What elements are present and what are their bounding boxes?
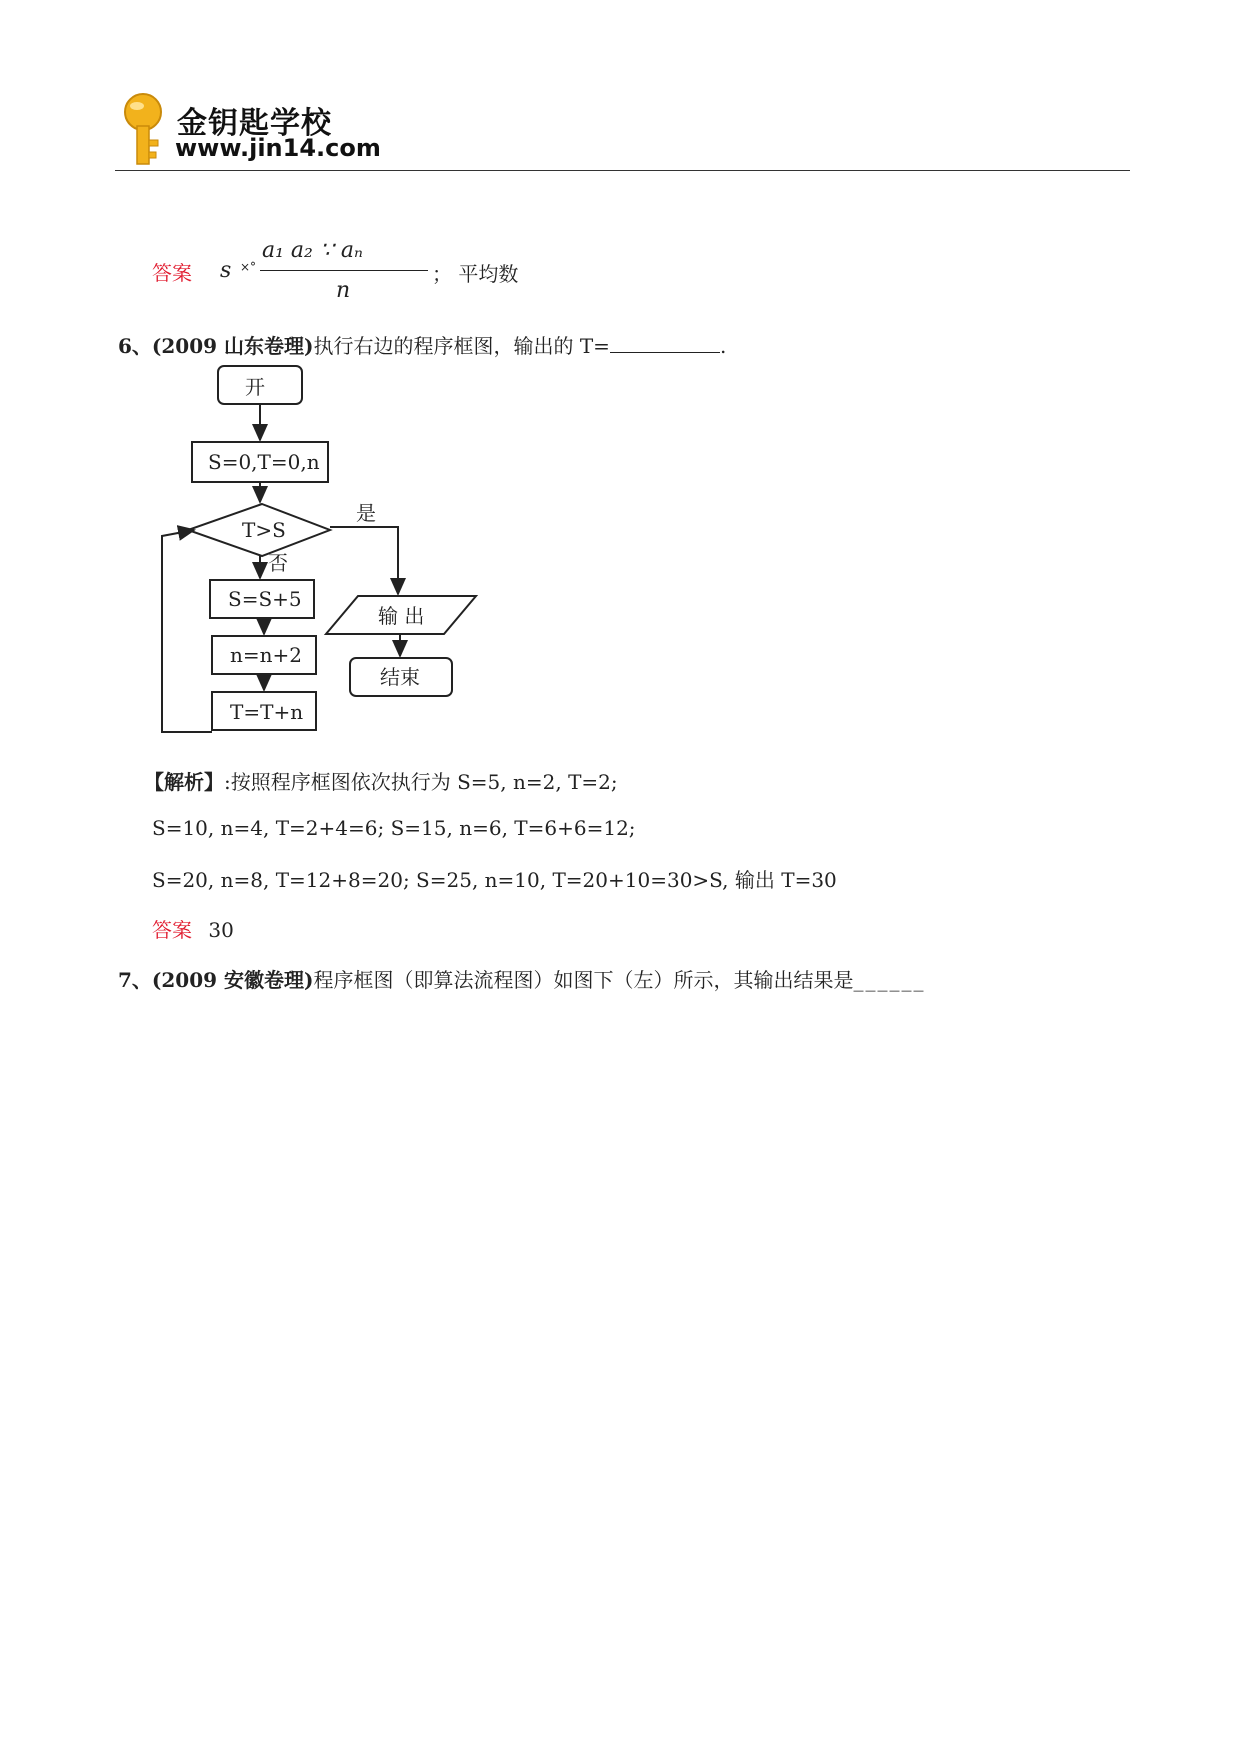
answer-2 (152, 914, 234, 943)
formula-s: s (220, 258, 232, 283)
formula-numerator: a₁ a₂ ∵ aₙ (262, 238, 363, 263)
golden-key-icon (119, 92, 171, 168)
step1-label: S=S+5 (228, 587, 302, 611)
output-label: 输 出 (378, 604, 425, 628)
q7-text: 程序框图（即算法流程图）如图下（左）所示，其输出结果是 (313, 968, 854, 992)
q7-number: 7、 (118, 968, 152, 992)
no-label: 否 (268, 551, 288, 575)
answer-label: 答案 (152, 261, 192, 285)
question-6 (118, 330, 726, 359)
step2-label: n=n+2 (230, 643, 303, 667)
analysis-line-2: S=10, n=4, T=2+4=6; S=15, n=6, T=6+6=12; (152, 816, 636, 840)
yes-label: 是 (356, 501, 376, 525)
answer-2-value: 30 (208, 918, 234, 942)
step3-label: T=T+n (230, 700, 304, 724)
start-label: 开 (245, 375, 265, 399)
q6-blank (610, 334, 720, 353)
q7-source: (2009 安徽卷理) (151, 968, 314, 992)
mean-formula (220, 238, 519, 308)
formula-eq: ×° (240, 260, 257, 274)
arrow-loop-back (162, 530, 212, 732)
condition-label: T>S (242, 518, 286, 542)
site-url: www.jin14.com (175, 134, 381, 162)
flowchart (150, 360, 500, 760)
question-7 (118, 964, 925, 993)
end-label: 结束 (380, 665, 420, 689)
header-divider (115, 170, 1130, 171)
analysis-line-1 (144, 766, 618, 795)
q6-end: . (719, 334, 727, 358)
init-label: S=0,T=0,n (208, 450, 320, 474)
q6-source: (2009 山东卷理) (151, 334, 314, 358)
answer-2-label: 答案 (152, 918, 192, 942)
brand-name: 金钥匙学校 (177, 106, 332, 141)
formula-denominator: n (336, 278, 351, 303)
q6-text: 执行右边的程序框图，输出的 T= (313, 334, 610, 358)
analysis-text-1: :按照程序框图依次执行为 S=5, n=2, T=2; (224, 770, 618, 794)
analysis-line-3: S=20, n=8, T=12+8=20; S=25, n=10, T=20+10=30>S, 输出 T=30 (152, 868, 837, 892)
arrow-yes (330, 527, 398, 594)
fraction-bar (260, 270, 428, 271)
q7-blank: ______ (853, 968, 926, 992)
formula-tail: ； 平均数 (432, 262, 519, 286)
analysis-label: 【解析】 (144, 770, 224, 794)
page-header (115, 88, 1130, 172)
q6-number: 6、 (118, 334, 152, 358)
